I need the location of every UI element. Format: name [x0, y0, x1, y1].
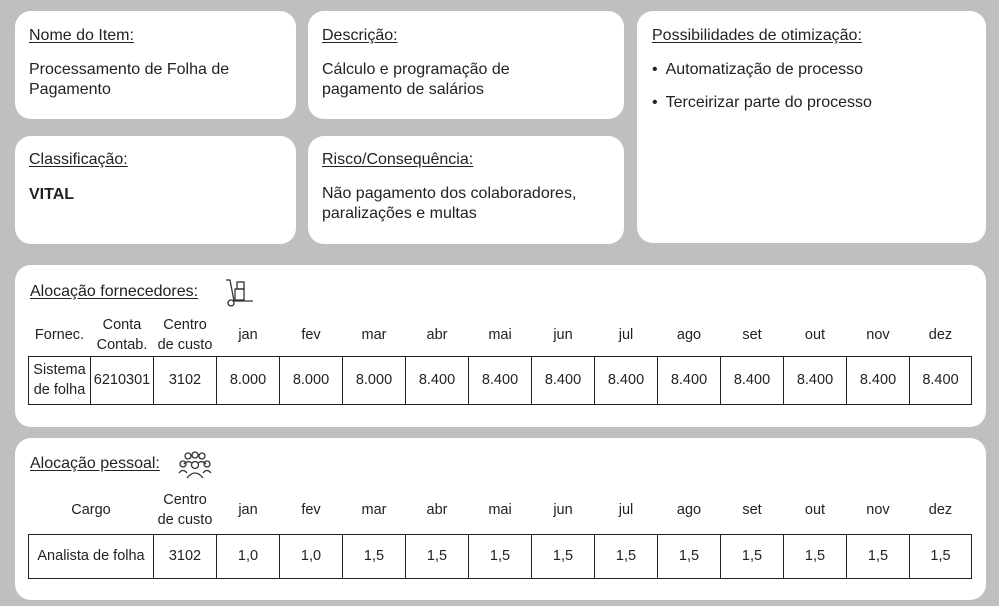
col-header: set	[742, 326, 762, 343]
table-cell: 1,5	[532, 534, 595, 578]
table-cell: 1,0	[280, 534, 343, 578]
table-row	[29, 534, 972, 578]
suppliers-allocation-card	[15, 265, 986, 427]
table-cell: 1,5	[595, 534, 658, 578]
description-value: Cálculo e programação de pagamento de salários	[322, 61, 510, 98]
col-header: ago	[676, 326, 702, 343]
col-header: dez	[928, 326, 953, 343]
col-header: ago	[676, 502, 702, 519]
personnel-table	[28, 487, 972, 579]
table-cell: 1,0	[217, 534, 280, 578]
table-cell: 3102	[154, 534, 217, 578]
col-header: fev	[301, 502, 321, 519]
item-name-title: Nome do Item:	[29, 27, 134, 44]
table-cell: 8.400	[469, 356, 532, 404]
col-header: mar	[361, 326, 387, 343]
col-header: jan	[238, 502, 258, 519]
col-header: jul	[618, 326, 634, 343]
suppliers-header-row	[29, 314, 972, 356]
optimization-title: Possibilidades de otimização:	[652, 27, 862, 44]
col-header: set	[742, 502, 762, 519]
table-cell: 8.000	[343, 356, 406, 404]
table-cell: 8.400	[721, 356, 784, 404]
classification-title: Classificação:	[29, 151, 128, 168]
table-cell: 8.400	[532, 356, 595, 404]
table-cell: 8.400	[784, 356, 847, 404]
table-row	[29, 356, 972, 404]
suppliers-table	[28, 314, 972, 405]
table-cell: 8.000	[217, 356, 280, 404]
col-header: mai	[488, 502, 512, 519]
table-cell: 8.400	[847, 356, 910, 404]
table-cell: 1,5	[658, 534, 721, 578]
col-header: nov	[866, 502, 890, 519]
table-cell: 3102	[154, 356, 217, 404]
col-header: nov	[866, 326, 890, 343]
risk-value: Não pagamento dos colaboradores, paralizações e multas	[322, 185, 577, 222]
optimization-item: • Terceirizar parte do processo	[652, 94, 872, 112]
col-header: Centro de custo	[157, 492, 213, 529]
table-cell: 8.000	[280, 356, 343, 404]
optimization-item: • Automatização de processo	[652, 61, 872, 79]
table-cell: 1,5	[469, 534, 532, 578]
description-card	[308, 11, 624, 119]
classification-card	[15, 136, 296, 244]
risk-card	[308, 136, 624, 244]
personnel-header-row	[29, 487, 972, 534]
item-name-card	[15, 11, 296, 119]
table-cell: 1,5	[784, 534, 847, 578]
col-header: abr	[426, 326, 448, 343]
col-header: dez	[928, 502, 953, 519]
table-cell: 1,5	[343, 534, 406, 578]
table-cell: 8.400	[658, 356, 721, 404]
table-cell: Sistema de folha	[29, 356, 91, 404]
table-cell: 8.400	[406, 356, 469, 404]
table-cell: 1,5	[721, 534, 784, 578]
col-header: abr	[426, 502, 448, 519]
table-cell: 1,5	[910, 534, 972, 578]
col-header: fev	[301, 326, 321, 343]
people-group-icon	[178, 451, 212, 479]
optimization-card	[637, 11, 986, 243]
col-header: jan	[238, 326, 258, 343]
col-header: Centro de custo	[157, 316, 213, 353]
table-cell: 6210301	[91, 356, 154, 404]
classification-value: VITAL	[29, 186, 75, 203]
col-header: Cargo	[71, 502, 111, 519]
col-header: out	[804, 326, 826, 343]
col-header: Fornec.	[34, 326, 85, 343]
description-title: Descrição:	[322, 27, 398, 44]
personnel-allocation-card	[15, 438, 986, 600]
table-cell: 8.400	[595, 356, 658, 404]
col-header: mai	[488, 326, 512, 343]
table-cell: 8.400	[910, 356, 972, 404]
hand-truck-icon	[223, 277, 255, 307]
col-header: out	[804, 502, 826, 519]
table-cell: 1,5	[847, 534, 910, 578]
col-header: Conta Contab.	[96, 316, 148, 353]
col-header: mar	[361, 502, 387, 519]
optimization-list	[652, 61, 872, 127]
table-cell: Analista de folha	[29, 534, 154, 578]
col-header: jul	[618, 502, 634, 519]
suppliers-allocation-title: Alocação fornecedores:	[30, 283, 199, 300]
col-header: jun	[553, 502, 573, 519]
risk-title: Risco/Consequência:	[322, 151, 474, 168]
item-name-value: Processamento de Folha de Pagamento	[29, 61, 230, 98]
table-cell: 1,5	[406, 534, 469, 578]
personnel-allocation-title: Alocação pessoal:	[30, 455, 160, 472]
col-header: jun	[553, 326, 573, 343]
